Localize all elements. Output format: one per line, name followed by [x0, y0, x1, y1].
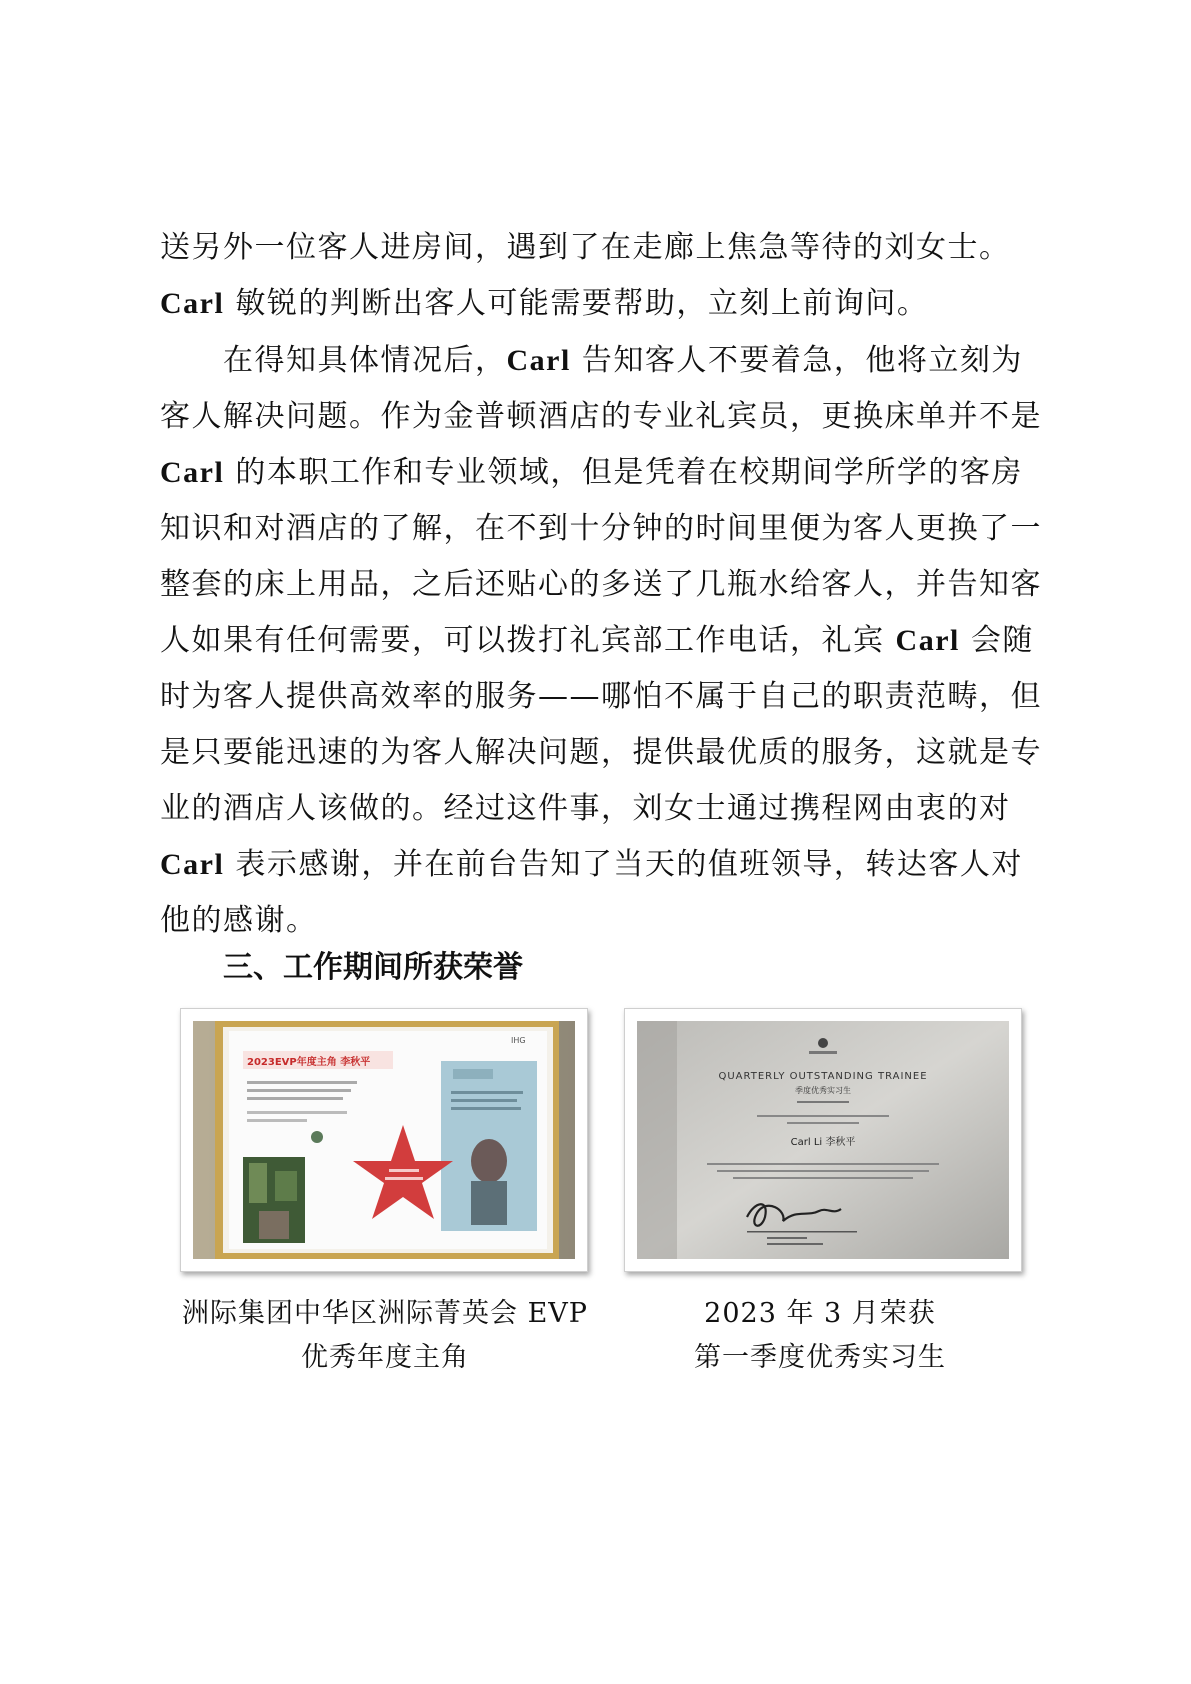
text-line: 人如果有任何需要，可以拨打礼宾部工作电话，礼宾 Carl 会随 [160, 623, 1034, 658]
name-carl: Carl [895, 624, 960, 657]
caption-line: 洲际集团中华区洲际菁英会 EVP [182, 1298, 588, 1329]
text-line: 时为客人提供高效率的服务——哪怕不属于自己的职责范畴，但 [160, 679, 1042, 714]
caption-line: 优秀年度主角 [301, 1342, 469, 1373]
text-line: 客人解决问题。作为金普顿酒店的专业礼宾员，更换床单并不是 [160, 399, 1042, 434]
section-heading-honors: 三、工作期间所获荣誉 [223, 950, 523, 985]
text-line: 送另外一位客人进房间，遇到了在走廊上焦急等待的刘女士。 [160, 230, 1011, 265]
caption-line: 2023 年 3 月荣获 [704, 1298, 936, 1329]
text-line: 在得知具体情况后，Carl 告知客人不要着急，他将立刻为 [160, 343, 1023, 378]
photo-evp-poster-image [193, 1021, 575, 1259]
poster-title-text: 2023EVP年度主角 李秋平 [247, 1057, 371, 1068]
caption-evp-award [160, 1292, 610, 1380]
paragraph-story-body [160, 333, 1040, 949]
photo-evp-poster [180, 1008, 588, 1272]
certificate-title-text: QUARTERLY OUTSTANDING TRAINEE [718, 1071, 928, 1082]
text-line: Carl 敏锐的判断出客人可能需要帮助，立刻上前询问。 [160, 286, 929, 321]
photo-trainee-certificate [624, 1008, 1022, 1272]
name-carl: Carl [160, 287, 225, 320]
name-carl: Carl [506, 344, 571, 377]
text-line: 知识和对酒店的了解，在不到十分钟的时间里便为客人更换了一 [160, 511, 1042, 546]
certificate-illustration [637, 1021, 1009, 1259]
paragraph-story-start [160, 220, 1040, 332]
evp-poster-illustration [193, 1021, 575, 1259]
ihg-badge-text: IHG [511, 1036, 526, 1045]
text-line: Carl 的本职工作和专业领域，但是凭着在校期间学所学的客房 [160, 455, 1023, 490]
text-line: 是只要能迅速的为客人解决问题，提供最优质的服务，这就是专 [160, 735, 1042, 770]
caption-trainee-award [600, 1292, 1040, 1380]
certificate-name-text: Carl Li 李秋平 [790, 1137, 856, 1148]
certificate-subtitle-text: 季度优秀实习生 [795, 1086, 851, 1095]
text-line: 业的酒店人该做的。经过这件事，刘女士通过携程网由衷的对 [160, 791, 1011, 826]
name-carl: Carl [160, 456, 225, 489]
photo-trainee-certificate-image [637, 1021, 1009, 1259]
text-line: 整套的床上用品，之后还贴心的多送了几瓶水给客人，并告知客 [160, 567, 1042, 602]
text-line: 他的感谢。 [160, 903, 318, 938]
text-line: Carl 表示感谢，并在前台告知了当天的值班领导，转达客人对 [160, 847, 1023, 882]
caption-line: 第一季度优秀实习生 [694, 1342, 946, 1373]
name-carl: Carl [160, 848, 225, 881]
